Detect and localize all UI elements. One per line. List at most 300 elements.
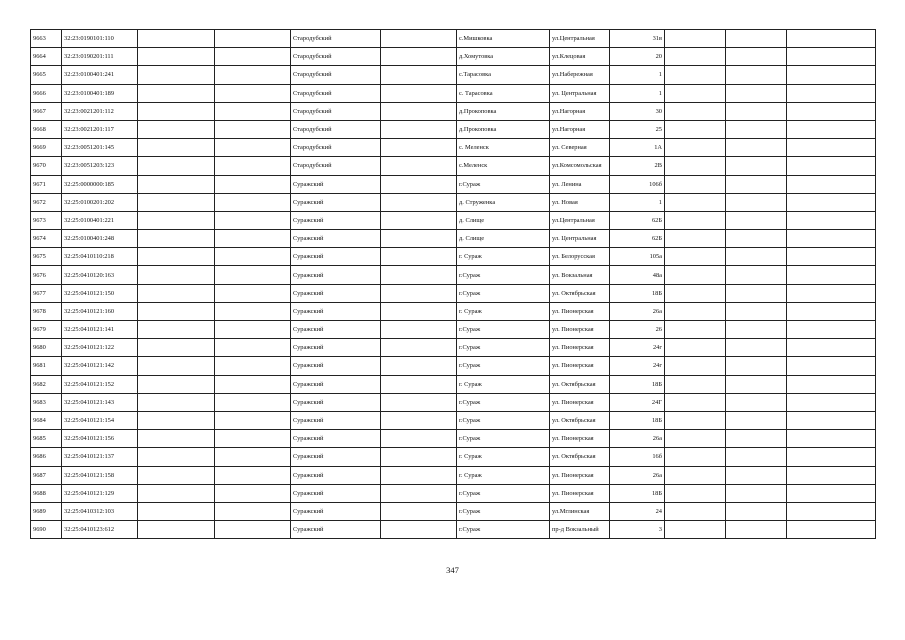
house-number-cell: 18Б [610,411,665,429]
house-number-cell: 26 [610,321,665,339]
empty-cell [726,466,787,484]
street-cell: ул. Центральная [550,230,610,248]
house-number-cell: 16б [610,448,665,466]
empty-cell [381,502,457,520]
empty-cell [215,30,291,48]
empty-cell [215,302,291,320]
empty-cell [726,175,787,193]
cadastral-number-cell: 32:23:0051203:123 [62,157,138,175]
locality-cell: д.Прокоповка [457,120,550,138]
table-row [31,230,876,248]
district-cell: Суражский [291,357,381,375]
empty-cell [665,266,726,284]
empty-cell [787,430,876,448]
row-number-cell: 9667 [31,102,62,120]
empty-cell [787,157,876,175]
row-number-cell: 9683 [31,393,62,411]
empty-cell [726,302,787,320]
cadastral-number-cell: 32:25:0410120:163 [62,266,138,284]
table-row [31,84,876,102]
house-number-cell: 26а [610,430,665,448]
street-cell: пр-д Вокзальный [550,521,610,539]
street-cell: ул.Центральная [550,30,610,48]
table-row [31,302,876,320]
row-number-cell: 9685 [31,430,62,448]
row-number-cell: 9687 [31,466,62,484]
table-row [31,66,876,84]
house-number-cell: 62Б [610,230,665,248]
cadastral-number-cell: 32:25:0410121:156 [62,430,138,448]
empty-cell [787,393,876,411]
house-number-cell: 24г [610,339,665,357]
empty-cell [726,211,787,229]
empty-cell [787,284,876,302]
empty-cell [726,84,787,102]
empty-cell [138,521,215,539]
empty-cell [138,175,215,193]
street-cell: ул.Центральная [550,211,610,229]
empty-cell [787,175,876,193]
empty-cell [665,139,726,157]
empty-cell [726,30,787,48]
table-row [31,157,876,175]
street-cell: ул.Клецовая [550,48,610,66]
empty-cell [726,120,787,138]
district-cell: Суражский [291,521,381,539]
empty-cell [787,339,876,357]
locality-cell: г. Сураж [457,466,550,484]
empty-cell [381,193,457,211]
empty-cell [665,393,726,411]
street-cell: ул. Пионерская [550,357,610,375]
empty-cell [726,102,787,120]
cadastral-number-cell: 32:25:0410110:218 [62,248,138,266]
house-number-cell: 31в [610,30,665,48]
empty-cell [215,357,291,375]
empty-cell [381,211,457,229]
empty-cell [381,521,457,539]
empty-cell [138,484,215,502]
street-cell: ул. Пионерская [550,430,610,448]
empty-cell [787,248,876,266]
row-number-cell: 9688 [31,484,62,502]
empty-cell [787,266,876,284]
empty-cell [381,157,457,175]
empty-cell [138,266,215,284]
empty-cell [787,302,876,320]
empty-cell [215,266,291,284]
locality-cell: г. Сураж [457,375,550,393]
street-cell: ул. Октябрьская [550,284,610,302]
cadastral-number-cell: 32:23:0190101:110 [62,30,138,48]
locality-cell: г.Сураж [457,284,550,302]
empty-cell [381,175,457,193]
house-number-cell: 26а [610,466,665,484]
table-row [31,484,876,502]
empty-cell [665,357,726,375]
empty-cell [381,48,457,66]
table-row [31,193,876,211]
house-number-cell: 24Г [610,393,665,411]
empty-cell [787,484,876,502]
street-cell: ул. Пионерская [550,339,610,357]
house-number-cell: 3 [610,521,665,539]
cadastral-number-cell: 32:25:0410121:141 [62,321,138,339]
empty-cell [381,393,457,411]
empty-cell [787,466,876,484]
empty-cell [665,120,726,138]
district-cell: Суражский [291,448,381,466]
empty-cell [665,466,726,484]
cadastral-number-cell: 32:25:0410121:137 [62,448,138,466]
empty-cell [215,521,291,539]
empty-cell [787,411,876,429]
empty-cell [787,66,876,84]
table-row [31,339,876,357]
house-number-cell: 106б [610,175,665,193]
house-number-cell: 20 [610,48,665,66]
empty-cell [726,448,787,466]
street-cell: ул.Набережная [550,66,610,84]
locality-cell: д. Слище [457,230,550,248]
house-number-cell: 25 [610,120,665,138]
empty-cell [138,302,215,320]
empty-cell [138,66,215,84]
empty-cell [726,266,787,284]
empty-cell [215,502,291,520]
cadastral-number-cell: 32:25:0410121:158 [62,466,138,484]
street-cell: ул.Мглинская [550,502,610,520]
empty-cell [665,66,726,84]
cadastral-number-cell: 32:25:0100401:248 [62,230,138,248]
empty-cell [787,193,876,211]
empty-cell [787,139,876,157]
empty-cell [665,502,726,520]
empty-cell [665,211,726,229]
locality-cell: с.Тарасовка [457,66,550,84]
empty-cell [381,321,457,339]
row-number-cell: 9671 [31,175,62,193]
empty-cell [381,139,457,157]
house-number-cell: 18Б [610,375,665,393]
empty-cell [215,430,291,448]
house-number-cell: 24г [610,357,665,375]
empty-cell [138,393,215,411]
cadastral-number-cell: 32:25:0410121:154 [62,411,138,429]
empty-cell [215,193,291,211]
district-cell: Суражский [291,193,381,211]
empty-cell [138,466,215,484]
empty-cell [138,448,215,466]
empty-cell [138,430,215,448]
empty-cell [787,48,876,66]
empty-cell [726,375,787,393]
house-number-cell: 24 [610,502,665,520]
district-cell: Стародубский [291,139,381,157]
empty-cell [381,66,457,84]
locality-cell: г. Сураж [457,302,550,320]
table-row [31,248,876,266]
street-cell: ул. Пионерская [550,484,610,502]
empty-cell [215,48,291,66]
empty-cell [787,120,876,138]
table-row [31,211,876,229]
data-table-container [30,29,875,539]
empty-cell [381,30,457,48]
locality-cell: с. Меленск [457,139,550,157]
table-row [31,466,876,484]
empty-cell [665,521,726,539]
row-number-cell: 9663 [31,30,62,48]
cadastral-number-cell: 32:23:0100401:241 [62,66,138,84]
empty-cell [381,339,457,357]
empty-cell [215,66,291,84]
empty-cell [138,230,215,248]
locality-cell: г.Сураж [457,430,550,448]
district-cell: Стародубский [291,48,381,66]
page-number: 347 [446,565,459,575]
empty-cell [726,339,787,357]
cadastral-number-cell: 32:23:0051201:145 [62,139,138,157]
street-cell: ул. Пионерская [550,393,610,411]
district-cell: Суражский [291,411,381,429]
table-row [31,375,876,393]
empty-cell [138,193,215,211]
table-row [31,502,876,520]
district-cell: Стародубский [291,120,381,138]
locality-cell: г.Сураж [457,521,550,539]
empty-cell [215,230,291,248]
cadastral-number-cell: 32:25:0410312:103 [62,502,138,520]
street-cell: ул. Пионерская [550,466,610,484]
empty-cell [665,30,726,48]
empty-cell [787,448,876,466]
empty-cell [726,521,787,539]
locality-cell: г.Сураж [457,484,550,502]
empty-cell [215,484,291,502]
district-cell: Стародубский [291,84,381,102]
table-row [31,411,876,429]
row-number-cell: 9664 [31,48,62,66]
empty-cell [665,411,726,429]
empty-cell [787,84,876,102]
locality-cell: г.Сураж [457,175,550,193]
district-cell: Стародубский [291,102,381,120]
house-number-cell: 26а [610,302,665,320]
cadastral-number-cell: 32:25:0410121:152 [62,375,138,393]
locality-cell: г.Сураж [457,321,550,339]
locality-cell: с. Тарасовка [457,84,550,102]
locality-cell: г.Сураж [457,393,550,411]
empty-cell [138,411,215,429]
empty-cell [215,248,291,266]
empty-cell [665,175,726,193]
street-cell: ул. Ленина [550,175,610,193]
row-number-cell: 9673 [31,211,62,229]
cadastral-number-cell: 32:25:0100401:221 [62,211,138,229]
street-cell: ул. Северная [550,139,610,157]
street-cell: ул.Нагорная [550,120,610,138]
row-number-cell: 9679 [31,321,62,339]
cadastral-number-cell: 32:25:0410121:160 [62,302,138,320]
empty-cell [787,30,876,48]
table-row [31,102,876,120]
empty-cell [381,430,457,448]
empty-cell [138,339,215,357]
row-number-cell: 9690 [31,521,62,539]
empty-cell [138,102,215,120]
empty-cell [215,139,291,157]
empty-cell [665,448,726,466]
house-number-cell: 18Б [610,284,665,302]
house-number-cell: 1А [610,139,665,157]
empty-cell [726,502,787,520]
empty-cell [138,211,215,229]
locality-cell: г.Сураж [457,266,550,284]
empty-cell [215,321,291,339]
empty-cell [787,321,876,339]
empty-cell [665,284,726,302]
empty-cell [215,339,291,357]
empty-cell [138,48,215,66]
cadastral-number-cell: 32:23:0190201:111 [62,48,138,66]
empty-cell [381,266,457,284]
empty-cell [381,102,457,120]
district-cell: Суражский [291,484,381,502]
empty-cell [665,321,726,339]
locality-cell: г. Сураж [457,248,550,266]
empty-cell [138,375,215,393]
empty-cell [787,375,876,393]
empty-cell [138,30,215,48]
empty-cell [138,321,215,339]
district-cell: Суражский [291,466,381,484]
street-cell: ул. Новая [550,193,610,211]
locality-cell: г.Сураж [457,357,550,375]
table-row [31,448,876,466]
row-number-cell: 9665 [31,66,62,84]
empty-cell [726,139,787,157]
table-row [31,48,876,66]
district-cell: Суражский [291,248,381,266]
table-row [31,266,876,284]
locality-cell: с.Мишковка [457,30,550,48]
cadastral-number-cell: 32:23:0021201:112 [62,102,138,120]
empty-cell [381,230,457,248]
empty-cell [726,393,787,411]
locality-cell: д. Струженка [457,193,550,211]
table-row [31,175,876,193]
empty-cell [726,193,787,211]
empty-cell [215,211,291,229]
empty-cell [726,284,787,302]
district-cell: Суражский [291,321,381,339]
empty-cell [665,248,726,266]
district-cell: Суражский [291,393,381,411]
empty-cell [381,448,457,466]
house-number-cell: 1 [610,84,665,102]
empty-cell [215,448,291,466]
empty-cell [138,84,215,102]
table-row [31,30,876,48]
empty-cell [381,357,457,375]
empty-cell [381,375,457,393]
district-cell: Стародубский [291,157,381,175]
empty-cell [787,357,876,375]
empty-cell [381,284,457,302]
house-number-cell: 30 [610,102,665,120]
cadastral-number-cell: 32:25:0100201:202 [62,193,138,211]
row-number-cell: 9672 [31,193,62,211]
empty-cell [726,430,787,448]
empty-cell [215,393,291,411]
empty-cell [215,466,291,484]
district-cell: Суражский [291,284,381,302]
empty-cell [787,211,876,229]
district-cell: Суражский [291,230,381,248]
empty-cell [665,302,726,320]
cadastral-number-cell: 32:25:0410121:129 [62,484,138,502]
empty-cell [138,248,215,266]
empty-cell [726,321,787,339]
house-number-cell: 18Б [610,484,665,502]
empty-cell [138,284,215,302]
table-row [31,139,876,157]
empty-cell [726,411,787,429]
row-number-cell: 9669 [31,139,62,157]
empty-cell [215,175,291,193]
empty-cell [138,502,215,520]
cadastral-number-cell: 32:25:0000000:185 [62,175,138,193]
empty-cell [726,230,787,248]
empty-cell [665,102,726,120]
row-number-cell: 9674 [31,230,62,248]
empty-cell [381,84,457,102]
street-cell: ул. Октябрьская [550,375,610,393]
empty-cell [665,375,726,393]
street-cell: ул. Пионерская [550,321,610,339]
empty-cell [665,84,726,102]
row-number-cell: 9678 [31,302,62,320]
empty-cell [215,375,291,393]
street-cell: ул. Пионерская [550,302,610,320]
empty-cell [215,84,291,102]
empty-cell [381,411,457,429]
district-cell: Суражский [291,302,381,320]
empty-cell [665,157,726,175]
district-cell: Суражский [291,175,381,193]
cadastral-number-cell: 32:25:0410121:122 [62,339,138,357]
row-number-cell: 9676 [31,266,62,284]
empty-cell [381,484,457,502]
row-number-cell: 9682 [31,375,62,393]
empty-cell [138,120,215,138]
empty-cell [215,120,291,138]
empty-cell [665,339,726,357]
empty-cell [665,484,726,502]
locality-cell: г.Сураж [457,339,550,357]
empty-cell [138,157,215,175]
street-cell: ул. Вокзальная [550,266,610,284]
empty-cell [787,502,876,520]
row-number-cell: 9684 [31,411,62,429]
empty-cell [726,157,787,175]
row-number-cell: 9680 [31,339,62,357]
empty-cell [215,284,291,302]
street-cell: ул. Октябрьская [550,448,610,466]
cadastral-number-cell: 32:25:0410121:150 [62,284,138,302]
locality-cell: д. Слище [457,211,550,229]
